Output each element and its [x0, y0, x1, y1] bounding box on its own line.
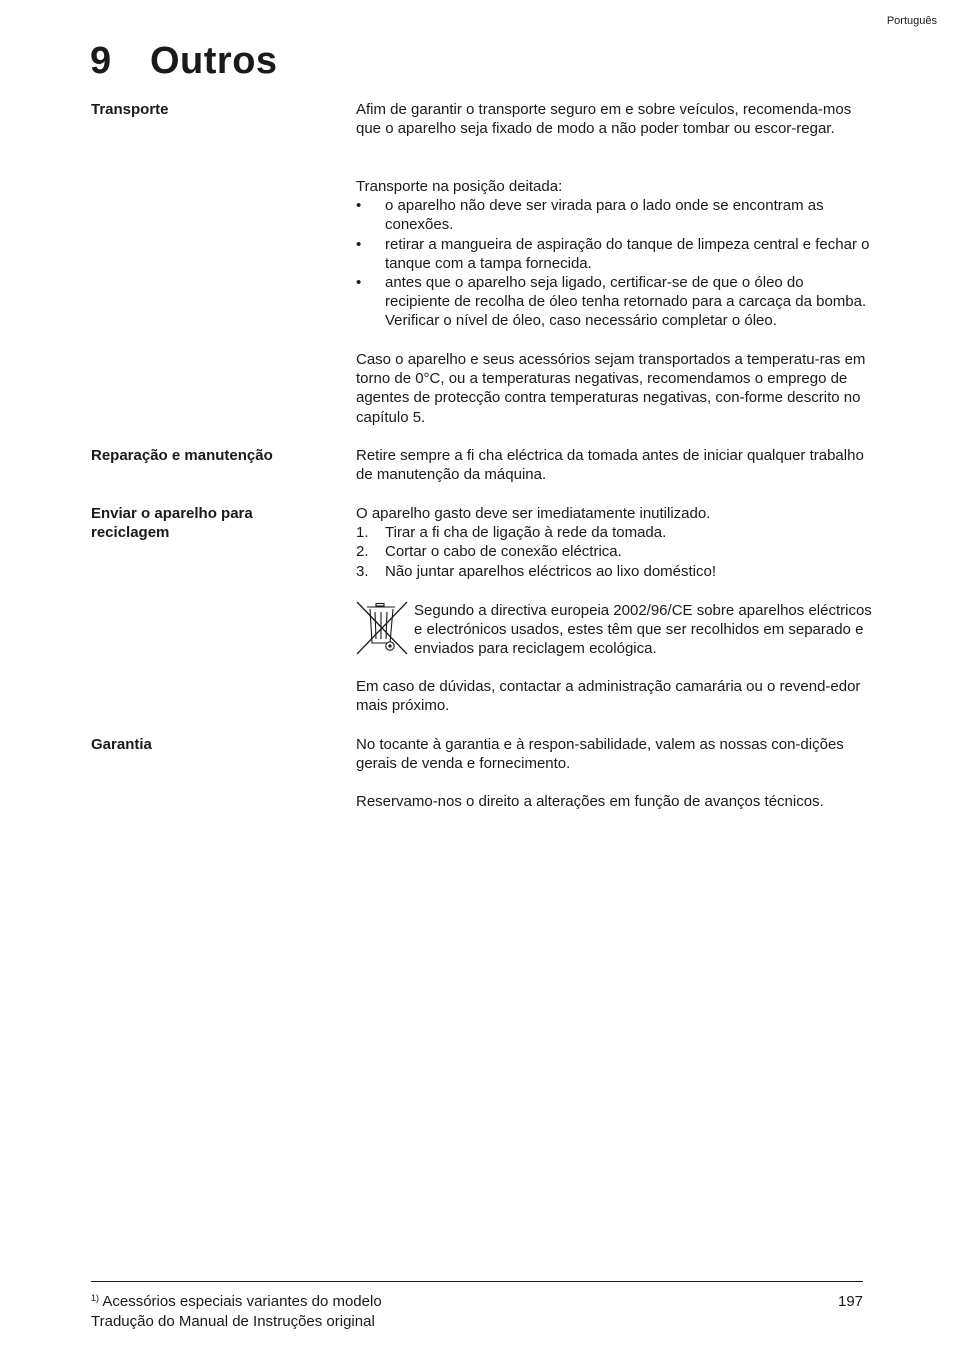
list-item-text: antes que o aparelho seja ligado, certificar-se de que o óleo do recipiente de recolha de óleo tenha retornado para a carcaça da bomba. Verificar o nível de óleo, caso necessário completar o óleo.: [385, 274, 867, 330]
section-label-garantia: Garantia: [91, 736, 152, 753]
footnote-text: Acessórios especiais variantes do modelo: [99, 1293, 382, 1310]
bullet-marker: •: [356, 274, 362, 292]
section-body-transporte: [356, 100, 871, 138]
list-item: [356, 235, 871, 273]
weee-directive-text: Segundo a directiva europeia 2002/96/CE sobre aparelhos eléctricos e electrónicos usados, estes têm que ser recolhidos em separado e enviados para reciclagem ecológica.: [414, 602, 872, 658]
chapter-title: Outros: [150, 40, 278, 82]
step-marker: 3.: [356, 562, 369, 580]
list-item: [356, 523, 871, 542]
reparacao-text: Retire sempre a fi cha eléctrica da tomada antes de iniciar qualquer trabalho de manutenção da máquina.: [356, 447, 864, 484]
transport-temperature-text: Caso o aparelho e seus acessórios sejam transportados a temperatu-ras em torno de 0°C, ou a temperaturas negativas, recomendamos o emprego de agentes de protecção contra temperaturas negativas, con-forme descrito no capítulo 5.: [356, 351, 866, 426]
reciclagem-contact-text: Em caso de dúvidas, contactar a administração camarária ou o revend-edor mais próximo.: [356, 678, 861, 715]
chapter-number: 9: [90, 40, 112, 82]
step-marker: 1.: [356, 524, 369, 542]
reciclagem-intro: O aparelho gasto deve ser imediatamente inutilizado.: [356, 505, 711, 522]
list-item-text: Cortar o cabo de conexão eléctrica.: [385, 543, 622, 561]
list-item-text: retirar a mangueira de aspiração do tanque de limpeza central e fechar o tanque com a tampa fornecida.: [385, 235, 870, 272]
list-item: [356, 562, 871, 581]
transport-lying-title: Transporte na posição deitada:: [356, 178, 563, 195]
page-number: 197: [838, 1293, 864, 1310]
chapter-heading: [90, 40, 278, 83]
section-label-transporte: Transporte: [91, 101, 169, 118]
section-label-reparacao: Reparação e manutenção: [91, 447, 273, 464]
list-item: [356, 273, 871, 331]
footer-divider: [91, 1281, 863, 1282]
weee-directive: [414, 601, 874, 659]
list-item-text: o aparelho não deve ser virada para o lado onde se encontram as conexões.: [385, 197, 824, 234]
section-label-reciclagem: Enviar o aparelho para reciclagem: [91, 505, 253, 541]
bullet-marker: •: [356, 197, 362, 215]
weee-crossed-bin-icon: [356, 601, 408, 655]
section-body-reciclagem: [356, 504, 871, 581]
bullet-marker: •: [356, 235, 362, 253]
step-marker: 2.: [356, 543, 369, 561]
list-item-text: Tirar a fi cha de ligação à rede da tomada.: [385, 524, 667, 542]
transport-lying-block: [356, 177, 871, 331]
transport-intro: Afim de garantir o transporte seguro em e sobre veículos, recomenda-mos que o aparelho seja fixado de modo a não poder tombar ou escor-regar.: [356, 101, 852, 138]
footnote: [91, 1293, 382, 1310]
garantia-reserve-text: Reservamo-nos o direito a alterações em função de avanços técnicos.: [356, 793, 824, 810]
language-label: Português: [886, 15, 937, 27]
footnote-mark: 1): [91, 1293, 100, 1303]
section-body-garantia: [356, 735, 871, 773]
list-item: [356, 196, 871, 234]
list-item: [356, 542, 871, 561]
garantia-text: No tocante à garantia e à respon-sabilidade, valem as nossas con-dições gerais de venda e fornecimento.: [356, 736, 844, 773]
section-body-reparacao: [356, 446, 871, 484]
manual-translation-note: Tradução do Manual de Instruções original: [91, 1313, 375, 1330]
list-item-text: Não juntar aparelhos eléctricos ao lixo doméstico!: [385, 562, 717, 580]
reciclagem-contact: [356, 677, 871, 715]
garantia-reserve: [356, 792, 871, 811]
transport-temperature-note: [356, 350, 871, 427]
